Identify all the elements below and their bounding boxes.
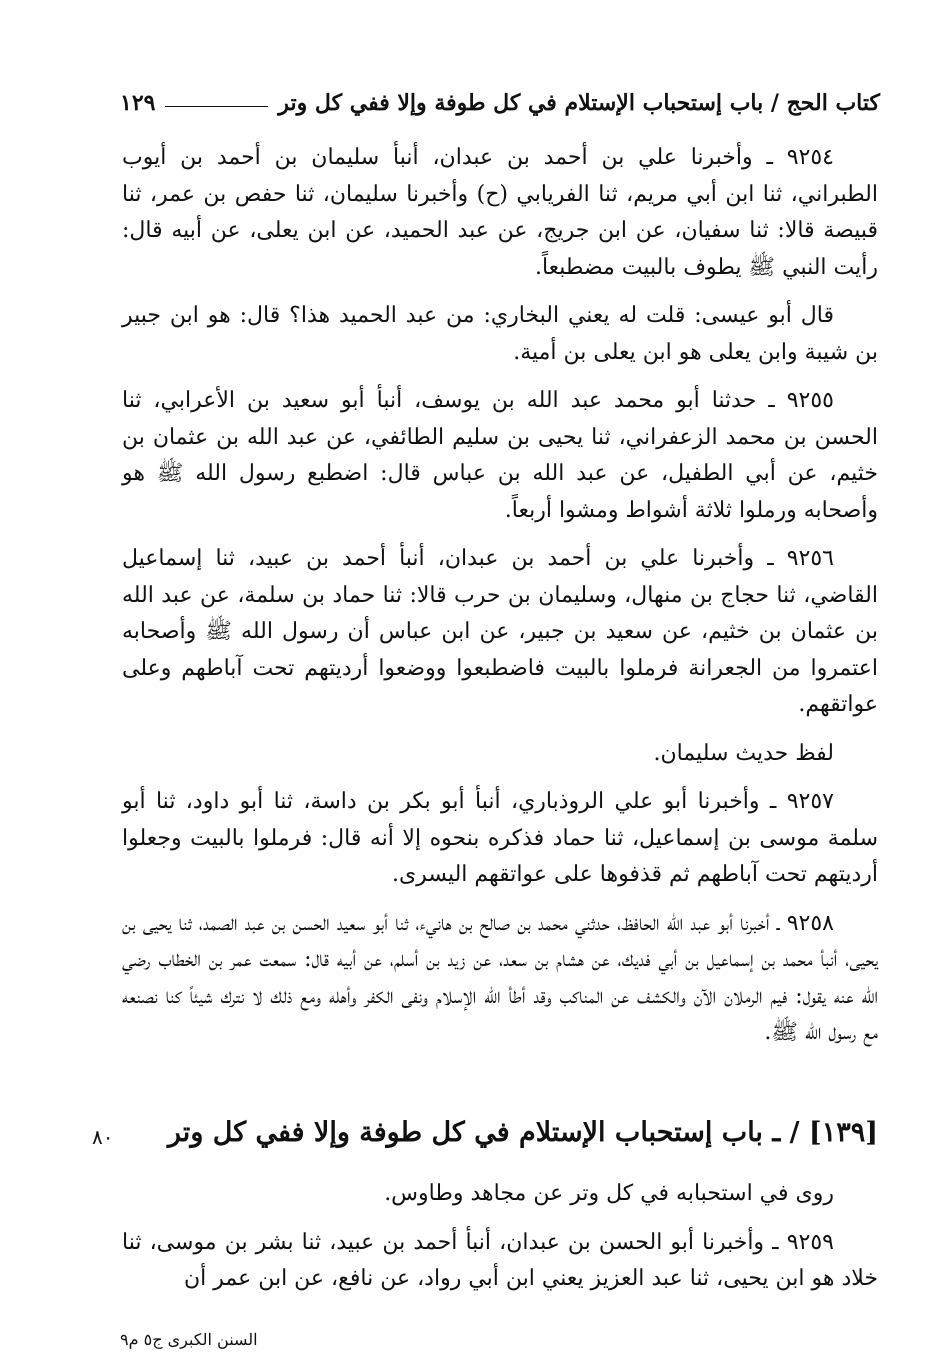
main-text (122, 140, 878, 1064)
chapter-heading: [١٣٩] / ـ باب إستحباب الإستلام في كل طوفة وإلا ففي كل وتر (167, 1117, 878, 1148)
paragraph-text: ـ حدثنا أبو محمد عبد الله بن يوسف، أنبأ أبو سعيد بن الأعرابي، ثنا الحسن بن محمد الزعفراني، ثنا يحيى بن سليم الطائفي، عن عبد الله بن عثمان بن خثيم، عن أبي الطفيل، عن عبد الله بن عباس قال: اضطبع رسول الله ﷺ هو وأصحابه ورملوا ثلاثة أشواط ومشوا أربعاً. (122, 388, 878, 523)
header-rule (165, 106, 268, 107)
hadith-number: ٩٢٥٥ (786, 388, 834, 413)
page-number: ١٢٩ (120, 90, 156, 116)
margin-number: ٨٠ (92, 1125, 114, 1149)
running-header (120, 86, 880, 120)
paragraph-text: ـ وأخبرنا أبو الحسن بن عبدان، أنبأ أحمد بن عبيد، ثنا بشر بن موسى، ثنا خلاد هو ابن يحيى، ثنا عبد العزيز يعني ابن أبي رواد، عن نافع، عن ابن عمر أن (122, 1229, 878, 1291)
hadith-paragraph (122, 541, 878, 724)
paragraph-text: روى في استحبابه في كل وتر عن مجاهد وطاوس. (384, 1181, 834, 1206)
hadith-number: ٩٢٥٩ (786, 1229, 834, 1255)
paragraph-text: ـ وأخبرنا علي بن أحمد بن عبدان، أنبأ سليمان بن أحمد بن أيوب الطبراني، ثنا ابن أبي مريم، ثنا الفريابي (ح) وأخبرنا سليمان، ثنا حفص بن عمر، ثنا قبيصة قالا: ثنا سفيان، عن ابن جريج، عن عبد الحميد، عن ابن يعلى، عن أبيه قال: رأيت النبي ﷺ يطوف بالبيت مضطبعاً. (122, 145, 878, 280)
hadith-paragraph (122, 784, 878, 894)
hadith-number: ٩٢٥٤ (786, 145, 834, 170)
paragraph-text: ـ أخبرنا أبو عبد الله الحافظ، حدثني محمد بن صالح بن هانيء، ثنا أبو سعيد الحسن بن عبد الصمد، ثنا يحيى بن يحيى، أنبأ محمد بن إسماعيل بن أبي فديك، عن هشام بن سعد، عن زيد بن أسلم، عن أبيه قال: سمعت عمر بن الخطاب رضي الله عنه يقول: فيم الرملان الآن والكشف عن المناكب وقد أطأ الله الإسلام ونفى الكفر وأهله ومع ذلك لا نترك شيئاً كنا نصنعه مع رسول الله ﷺ. (122, 910, 878, 1045)
commentary-paragraph (122, 298, 878, 371)
hadith-paragraph (122, 383, 878, 529)
paragraph-text: لفظ حديث سليمان. (653, 740, 834, 766)
paragraph-text: ـ وأخبرنا أبو علي الروذباري، أنبأ أبو بكر بن داسة، ثنا أبو داود، ثنا أبو سلمة موسى بن إسماعيل، ثنا حماد فذكره بنحوه إلا أنه قال: فرملوا بالبيت وجعلوا أرديتهم تحت آباطهم ثم قذفوها على عواتقهم اليسرى. (122, 789, 878, 887)
chapter-text (122, 1176, 878, 1310)
hadith-paragraph (122, 906, 878, 1052)
hadith-paragraph (122, 140, 878, 286)
paragraph-text: قال أبو عيسى: قلت له يعني البخاري: من عبد الحميد هذا؟ قال: هو ابن جبير بن شيبة وابن يعلى هو ابن يعلى بن أمية. (122, 303, 878, 365)
paragraph-text: ـ وأخبرنا علي بن أحمد بن عبدان، أنبأ أحمد بن عبيد، ثنا إسماعيل القاضي، ثنا حجاج بن منهال، وسليمان بن حرب قالا: ثنا حماد بن سلمة، عن عبد الله بن عثمان بن خثيم، عن سعيد بن جبير، عن ابن عباس أن رسول الله ﷺ وأصحابه اعتمروا من الجعرانة فرملوا بالبيت فاضطبعوا ووضعوا أرديتهم تحت آباطهم وعلى عواتقهم. (122, 546, 878, 717)
hadith-number: ٩٢٥٦ (786, 546, 834, 571)
hadith-number: ٩٢٥٧ (786, 789, 834, 814)
commentary-paragraph (122, 1176, 878, 1213)
hadith-number: ٩٢٥٨ (786, 910, 834, 936)
hadith-paragraph (122, 1225, 878, 1298)
header-title: كتاب الحج / باب إستحباب الإستلام في كل طوفة وإلا ففي كل وتر (278, 90, 880, 116)
page-footer: السنن الكبرى ج٥ م٩ (120, 1330, 258, 1349)
commentary-paragraph (122, 736, 878, 773)
